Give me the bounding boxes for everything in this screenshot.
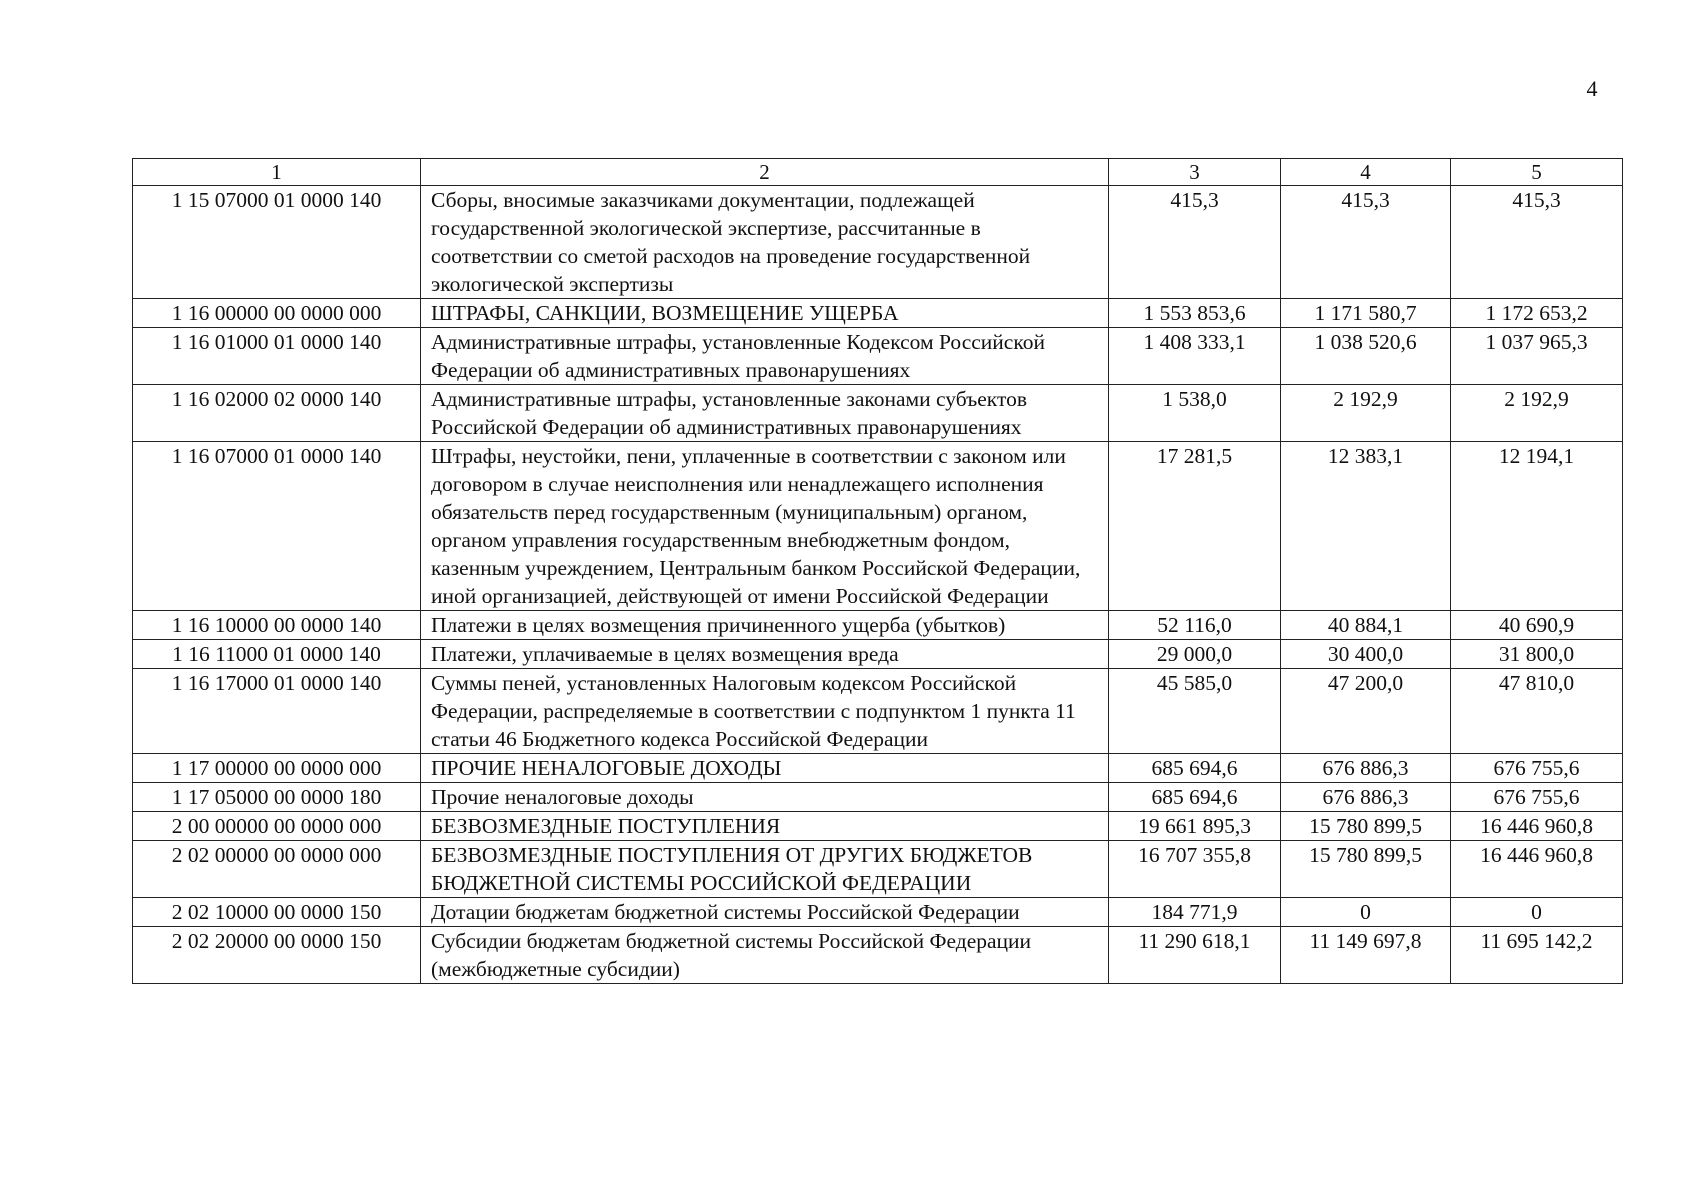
table-row bbox=[133, 328, 1623, 385]
value-col4-cell: 30 400,0 bbox=[1281, 640, 1451, 669]
value-col5-cell: 16 446 960,8 bbox=[1451, 841, 1623, 898]
value-col3-cell: 415,3 bbox=[1109, 186, 1281, 299]
revenue-name-cell: Дотации бюджетам бюджетной системы Российской Федерации bbox=[421, 898, 1109, 927]
value-col4-cell: 47 200,0 bbox=[1281, 669, 1451, 754]
value-col4-cell: 676 886,3 bbox=[1281, 754, 1451, 783]
value-col5-cell: 47 810,0 bbox=[1451, 669, 1623, 754]
table-row bbox=[133, 812, 1623, 841]
revenue-name-cell: Административные штрафы, установленные Кодексом Российской Федерации об административных правонарушениях bbox=[421, 328, 1109, 385]
value-col3-cell: 685 694,6 bbox=[1109, 754, 1281, 783]
budget-code-cell: 1 16 10000 00 0000 140 bbox=[133, 611, 421, 640]
table-row bbox=[133, 186, 1623, 299]
value-col5-cell: 1 172 653,2 bbox=[1451, 299, 1623, 328]
revenue-name-cell: ШТРАФЫ, САНКЦИИ, ВОЗМЕЩЕНИЕ УЩЕРБА bbox=[421, 299, 1109, 328]
revenue-name-cell: БЕЗВОЗМЕЗДНЫЕ ПОСТУПЛЕНИЯ ОТ ДРУГИХ БЮДЖЕТОВ БЮДЖЕТНОЙ СИСТЕМЫ РОССИЙСКОЙ ФЕДЕРАЦИИ bbox=[421, 841, 1109, 898]
value-col5-cell: 2 192,9 bbox=[1451, 385, 1623, 442]
value-col3-cell: 1 538,0 bbox=[1109, 385, 1281, 442]
value-col4-cell: 0 bbox=[1281, 898, 1451, 927]
budget-code-cell: 1 17 05000 00 0000 180 bbox=[133, 783, 421, 812]
budget-code-cell: 2 00 00000 00 0000 000 bbox=[133, 812, 421, 841]
page-number: 4 bbox=[1586, 76, 1598, 101]
value-col4-cell: 415,3 bbox=[1281, 186, 1451, 299]
revenue-name-cell: ПРОЧИЕ НЕНАЛОГОВЫЕ ДОХОДЫ bbox=[421, 754, 1109, 783]
table-row bbox=[133, 898, 1623, 927]
revenue-name-cell: Субсидии бюджетам бюджетной системы Российской Федерации (межбюджетные субсидии) bbox=[421, 927, 1109, 984]
value-col4-cell: 676 886,3 bbox=[1281, 783, 1451, 812]
value-col4-cell: 1 171 580,7 bbox=[1281, 299, 1451, 328]
value-col4-cell: 11 149 697,8 bbox=[1281, 927, 1451, 984]
value-col5-cell: 676 755,6 bbox=[1451, 783, 1623, 812]
value-col3-cell: 1 408 333,1 bbox=[1109, 328, 1281, 385]
value-col3-cell: 19 661 895,3 bbox=[1109, 812, 1281, 841]
revenue-name-cell: Платежи в целях возмещения причиненного ущерба (убытков) bbox=[421, 611, 1109, 640]
revenue-name-cell: Прочие неналоговые доходы bbox=[421, 783, 1109, 812]
value-col4-cell: 12 383,1 bbox=[1281, 442, 1451, 611]
table-row bbox=[133, 783, 1623, 812]
budget-revenue-table bbox=[132, 158, 1623, 984]
budget-code-cell: 1 16 00000 00 0000 000 bbox=[133, 299, 421, 328]
value-col4-cell: 40 884,1 bbox=[1281, 611, 1451, 640]
table-row bbox=[133, 640, 1623, 669]
revenue-name-cell: Суммы пеней, установленных Налоговым кодексом Российской Федерации, распределяемые в соответствии с подпунктом 1 пункта 11 статьи 46 Бюджетного кодекса Российской Федерации bbox=[421, 669, 1109, 754]
value-col3-cell: 52 116,0 bbox=[1109, 611, 1281, 640]
revenue-name-cell: Административные штрафы, установленные законами субъектов Российской Федерации об административных правонарушениях bbox=[421, 385, 1109, 442]
value-col3-cell: 17 281,5 bbox=[1109, 442, 1281, 611]
table-row bbox=[133, 299, 1623, 328]
table-row bbox=[133, 754, 1623, 783]
revenue-name-cell: Штрафы, неустойки, пени, уплаченные в соответствии с законом или договором в случае неисполнения или ненадлежащего исполнения обязательств перед государственным (муниципальным) органом, органом управления государственным внебюджетным фондом, казенным учреждением, Центральным банком Российской Федерации, иной организацией, действующей от имени Российской Федерации bbox=[421, 442, 1109, 611]
value-col3-cell: 1 553 853,6 bbox=[1109, 299, 1281, 328]
value-col3-cell: 11 290 618,1 bbox=[1109, 927, 1281, 984]
column-header-2: 2 bbox=[421, 159, 1109, 186]
table-row bbox=[133, 385, 1623, 442]
budget-code-cell: 2 02 00000 00 0000 000 bbox=[133, 841, 421, 898]
revenue-name-cell: БЕЗВОЗМЕЗДНЫЕ ПОСТУПЛЕНИЯ bbox=[421, 812, 1109, 841]
budget-code-cell: 1 16 17000 01 0000 140 bbox=[133, 669, 421, 754]
budget-code-cell: 1 16 07000 01 0000 140 bbox=[133, 442, 421, 611]
value-col5-cell: 676 755,6 bbox=[1451, 754, 1623, 783]
budget-code-cell: 1 16 11000 01 0000 140 bbox=[133, 640, 421, 669]
table-header-row bbox=[133, 159, 1623, 186]
column-header-5: 5 bbox=[1451, 159, 1623, 186]
value-col5-cell: 11 695 142,2 bbox=[1451, 927, 1623, 984]
budget-code-cell: 2 02 20000 00 0000 150 bbox=[133, 927, 421, 984]
revenue-name-cell: Платежи, уплачиваемые в целях возмещения вреда bbox=[421, 640, 1109, 669]
table-row bbox=[133, 841, 1623, 898]
budget-code-cell: 1 15 07000 01 0000 140 bbox=[133, 186, 421, 299]
table-row bbox=[133, 669, 1623, 754]
value-col5-cell: 40 690,9 bbox=[1451, 611, 1623, 640]
value-col5-cell: 16 446 960,8 bbox=[1451, 812, 1623, 841]
value-col3-cell: 16 707 355,8 bbox=[1109, 841, 1281, 898]
value-col5-cell: 31 800,0 bbox=[1451, 640, 1623, 669]
budget-code-cell: 1 16 01000 01 0000 140 bbox=[133, 328, 421, 385]
value-col5-cell: 415,3 bbox=[1451, 186, 1623, 299]
column-header-3: 3 bbox=[1109, 159, 1281, 186]
value-col4-cell: 2 192,9 bbox=[1281, 385, 1451, 442]
value-col4-cell: 1 038 520,6 bbox=[1281, 328, 1451, 385]
column-header-1: 1 bbox=[133, 159, 421, 186]
column-header-4: 4 bbox=[1281, 159, 1451, 186]
value-col5-cell: 12 194,1 bbox=[1451, 442, 1623, 611]
value-col4-cell: 15 780 899,5 bbox=[1281, 841, 1451, 898]
table-row bbox=[133, 442, 1623, 611]
budget-code-cell: 2 02 10000 00 0000 150 bbox=[133, 898, 421, 927]
value-col3-cell: 184 771,9 bbox=[1109, 898, 1281, 927]
value-col5-cell: 1 037 965,3 bbox=[1451, 328, 1623, 385]
revenue-name-cell: Сборы, вносимые заказчиками документации, подлежащей государственной экологической экспертизе, рассчитанные в соответствии со сметой расходов на проведение государственной экологической экспертизы bbox=[421, 186, 1109, 299]
value-col5-cell: 0 bbox=[1451, 898, 1623, 927]
budget-code-cell: 1 17 00000 00 0000 000 bbox=[133, 754, 421, 783]
value-col3-cell: 685 694,6 bbox=[1109, 783, 1281, 812]
budget-code-cell: 1 16 02000 02 0000 140 bbox=[133, 385, 421, 442]
table-row bbox=[133, 611, 1623, 640]
table-row bbox=[133, 927, 1623, 984]
value-col4-cell: 15 780 899,5 bbox=[1281, 812, 1451, 841]
value-col3-cell: 29 000,0 bbox=[1109, 640, 1281, 669]
value-col3-cell: 45 585,0 bbox=[1109, 669, 1281, 754]
